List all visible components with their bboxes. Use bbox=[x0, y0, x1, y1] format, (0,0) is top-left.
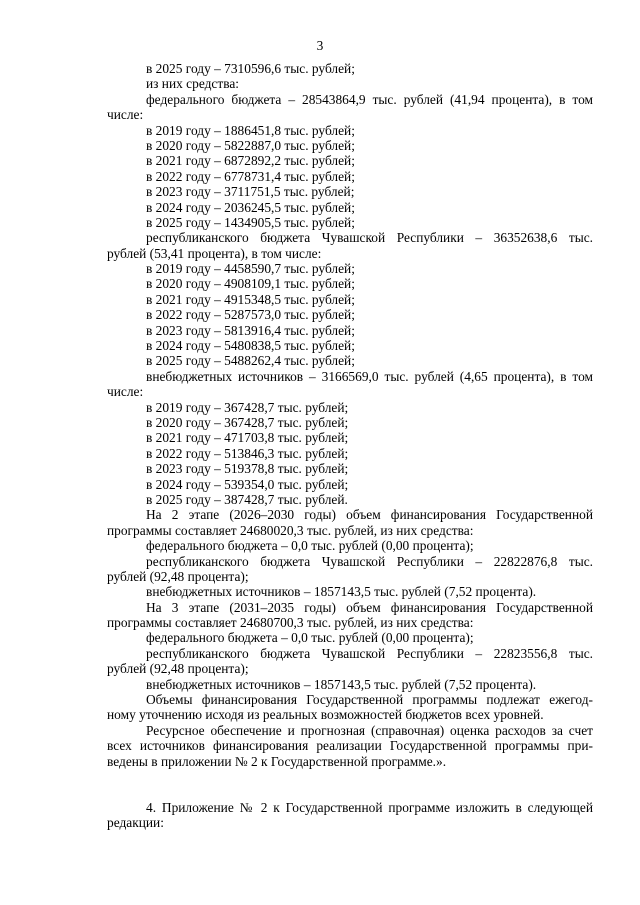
text-line: в 2019 году – 1886451,8 тыс. рублей; bbox=[146, 122, 355, 138]
text-line: в 2025 году – 5488262,4 тыс. рублей; bbox=[146, 353, 355, 369]
text-line: внебюджетных источников – 1857143,5 тыс. рублей (7,52 процента). bbox=[146, 676, 537, 692]
text-line: республиканского бюджета Чувашской Республики – 22822876,8 тыс. bbox=[146, 553, 593, 569]
text-line: в 2023 году – 519378,8 тыс. рублей; bbox=[146, 461, 349, 477]
paragraph-gap bbox=[107, 769, 593, 800]
text-line: в 2021 году – 471703,8 тыс. рублей; bbox=[146, 430, 349, 446]
text-line: 4. Приложение № 2 к Государственной программе изложить в следующей bbox=[146, 799, 593, 815]
text-line: в 2021 году – 6872892,2 тыс. рублей; bbox=[146, 153, 355, 169]
text-line: в 2023 году – 5813916,4 тыс. рублей; bbox=[146, 322, 355, 338]
text-line: из них средства: bbox=[146, 76, 240, 92]
text-line: в 2020 году – 4908109,1 тыс. рублей; bbox=[146, 276, 355, 292]
text-line: На 3 этапе (2031–2035 годы) объем финансирования Государственной bbox=[146, 599, 593, 615]
text-line: в 2022 году – 513846,3 тыс. рублей; bbox=[146, 445, 349, 461]
text-line: федерального бюджета – 28543864,9 тыс. рублей (41,94 процента), в том bbox=[146, 91, 593, 107]
text-line: в 2024 году – 5480838,5 тыс. рублей; bbox=[146, 338, 355, 354]
text-line: внебюджетных источников – 3166569,0 тыс. рублей (4,65 процента), в том bbox=[146, 368, 593, 384]
text-line: в 2020 году – 5822887,0 тыс. рублей; bbox=[146, 137, 355, 153]
text-line: программы составляет 24680700,3 тыс. рублей, из них средства: bbox=[107, 615, 474, 631]
text-line: республиканского бюджета Чувашской Республики – 22823556,8 тыс. bbox=[146, 645, 593, 661]
text-line: Ресурсное обеспечение и прогнозная (справочная) оценка расходов за счет bbox=[146, 722, 593, 738]
text-line: ведены в приложении № 2 к Государственной программе.». bbox=[107, 753, 447, 769]
text-line: в 2021 году – 4915348,5 тыс. рублей; bbox=[146, 291, 355, 307]
text-line: рублей (53,41 процента), в том числе: bbox=[107, 245, 322, 261]
text-line: в 2025 году – 7310596,6 тыс. рублей; bbox=[146, 61, 355, 76]
text-line: ному уточнению исходя из реальных возможностей бюджетов всех уровней. bbox=[107, 707, 544, 723]
text-line: в 2019 году – 367428,7 тыс. рублей; bbox=[146, 399, 349, 415]
text-line: в 2022 году – 5287573,0 тыс. рублей; bbox=[146, 307, 355, 323]
text-line: федерального бюджета – 0,0 тыс. рублей (0,00 процента); bbox=[146, 630, 474, 646]
text-line: республиканского бюджета Чувашской Республики – 36352638,6 тыс. bbox=[146, 230, 593, 246]
text-line: рублей (92,48 процента); bbox=[107, 568, 249, 584]
text-line: редакции: bbox=[107, 815, 164, 831]
text-line: числе: bbox=[107, 107, 144, 123]
text-line: числе: bbox=[107, 384, 144, 400]
page-number: 3 bbox=[316, 38, 324, 53]
text-line: в 2025 году – 387428,7 тыс. рублей. bbox=[146, 491, 348, 507]
text-line: в 2024 году – 2036245,5 тыс. рублей; bbox=[146, 199, 355, 215]
text-line: в 2024 году – 539354,0 тыс. рублей; bbox=[146, 476, 349, 492]
text-line: программы составляет 24680020,3 тыс. рублей, из них средства: bbox=[107, 522, 474, 538]
text-line: всех источников финансирования реализации Государственной программы при- bbox=[107, 738, 593, 754]
text-line: в 2023 году – 3711751,5 тыс. рублей; bbox=[146, 184, 355, 200]
text-line: в 2020 году – 367428,7 тыс. рублей; bbox=[146, 414, 349, 430]
text-line: федерального бюджета – 0,0 тыс. рублей (0,00 процента); bbox=[146, 538, 474, 554]
text-line: в 2025 году – 1434905,5 тыс. рублей; bbox=[146, 214, 355, 230]
text-line: внебюджетных источников – 1857143,5 тыс. рублей (7,52 процента). bbox=[146, 584, 537, 600]
text-line: рублей (92,48 процента); bbox=[107, 661, 249, 677]
text-line: в 2022 году – 6778731,4 тыс. рублей; bbox=[146, 168, 355, 184]
text-line: в 2019 году – 4458590,7 тыс. рублей; bbox=[146, 261, 355, 277]
text-line: На 2 этапе (2026–2030 годы) объем финансирования Государственной bbox=[146, 507, 593, 523]
text-line: Объемы финансирования Государственной программы подлежат ежегод- bbox=[146, 692, 593, 708]
document-body bbox=[107, 61, 593, 831]
